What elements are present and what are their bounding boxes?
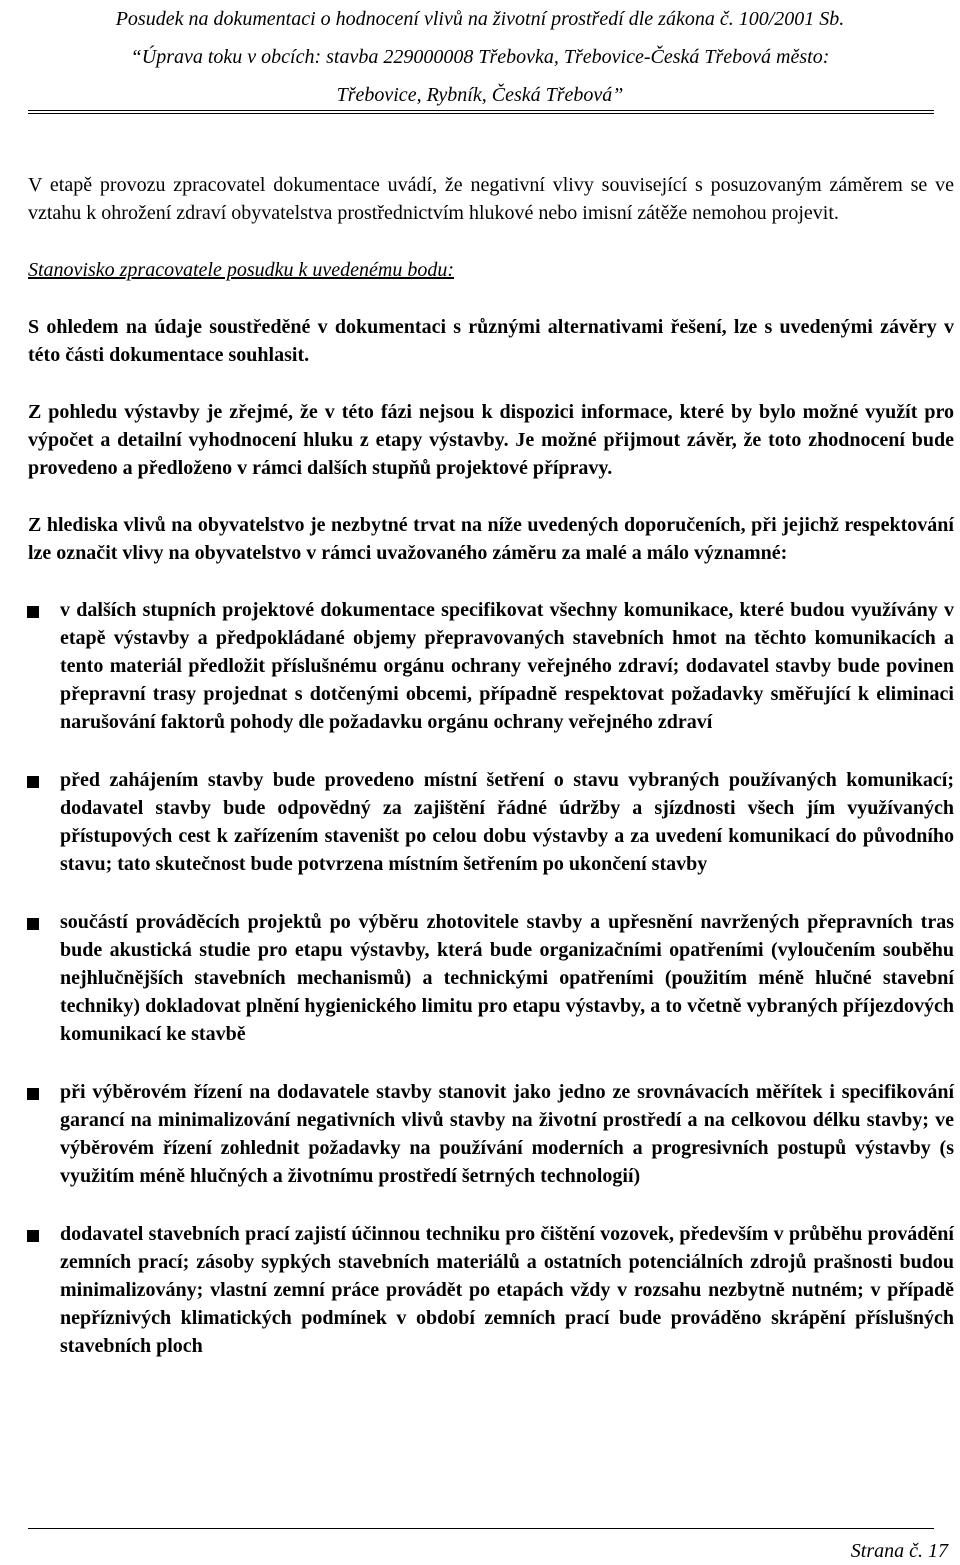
section-heading: Stanovisko zpracovatele posudku k uvedenému bodu: <box>28 259 454 281</box>
list-item-text: při výběrovém řízení na dodavatele stavby stanovit jako jedno ze srovnávacích měřítek i specifikování garancí na minimalizování negativních vlivů stavby na životní prostředí a na celkovou délku stavby; ve výběrovém řízení zohlednit požadavky na používání moderních a progresivních postupů výstavby (s využitím méně hlučných a životnímu prostředí šetrných technologií) <box>60 1081 954 1187</box>
page-number: Strana č. 17 <box>850 1540 948 1562</box>
list-item <box>28 1220 954 1360</box>
header-title-line-1: Posudek na dokumentaci o hodnocení vlivů na životní prostředí dle zákona č. 100/2001 Sb. <box>115 8 845 30</box>
list-item-text: dodavatel stavebních prací zajistí účinnou techniku pro čištění vozovek, především v průběhu provádění zemních prací; zásoby sypkých stavebních materiálů a ostatních potenciálních zdrojů prašnosti budou minimalizovány; vlastní zemní práce provádět po etapách vždy v rozsahu nezbytně nutném; v případě nepříznivých klimatických podmínek v období zemních prací bude prováděno skrápění příslušných stavebních ploch <box>60 1223 954 1357</box>
square-bullet-icon <box>27 918 39 930</box>
square-bullet-icon <box>27 606 39 618</box>
paragraph-construction: Z pohledu výstavby je zřejmé, že v této fázi nejsou k dispozici informace, které by bylo možné využít pro výpočet a detailní vyhodnocení hluku z etapy výstavby. Je možné přijmout závěr, že toto zhodnocení bude provedeno a předloženo v rámci dalších stupňů projektové přípravy. <box>28 401 954 479</box>
paragraph-agreement: S ohledem na údaje soustředěné v dokumentaci s různými alternativami řešení, lze s uvedenými závěry v této části dokumentace souhlasit. <box>28 316 954 366</box>
footer-divider <box>28 1528 934 1529</box>
page-header <box>0 0 960 114</box>
paragraph-recommendations: Z hlediska vlivů na obyvatelstvo je nezbytné trvat na níže uvedených doporučeních, při jejichž respektování lze označit vlivy na obyvatelstvo v rámci uvažovaného záměru za malé a málo významné: <box>28 514 954 564</box>
list-item-text: v dalších stupních projektové dokumentace specifikovat všechny komunikace, které budou využívány v etapě výstavby a předpokládané objemy přepravovaných stavebních hmot na těchto komunikacích a tento materiál předložit příslušnému orgánu ochrany veřejného zdraví; dodavatel stavby bude povinen přepravní trasy projednat s dotčenými obcemi, případně respektovat požadavky směřující k eliminaci narušování faktorů pohody dle požadavku orgánu ochrany veřejného zdraví <box>60 599 954 733</box>
square-bullet-icon <box>27 776 39 788</box>
list-item <box>28 1078 954 1190</box>
recommendation-list <box>28 596 954 1360</box>
header-title-line-3: Třebovice, Rybník, Česká Třebová” <box>336 84 624 106</box>
document-body <box>28 171 954 1360</box>
list-item-text: součástí prováděcích projektů po výběru zhotovitele stavby a upřesnění navržených přepravních tras bude akustická studie pro etapu výstavby, která bude organizačními opatřeními (vyloučením souběhu nejhlučnějších stavebních mechanismů) a technickými opatřeními (použitím méně hlučné stavební techniky) dokladovat plnění hygienického limitu pro etapu výstavby, a to včetně vybraných příjezdových komunikací ke stavbě <box>60 911 954 1045</box>
header-divider <box>28 110 934 114</box>
square-bullet-icon <box>27 1088 39 1100</box>
list-item <box>28 596 954 736</box>
list-item-text: před zahájením stavby bude provedeno místní šetření o stavu vybraných používaných komunikací; dodavatel stavby bude odpovědný za zajištění řádné údržby a sjízdnosti všech jím využívaných přístupových cest k zařízením staveništ po celou dobu výstavby a za uvedení komunikací do původního stavu; tato skutečnost bude potvrzena místním šetřením po ukončení stavby <box>60 769 954 875</box>
list-item <box>28 908 954 1048</box>
square-bullet-icon <box>27 1230 39 1242</box>
intro-paragraph: V etapě provozu zpracovatel dokumentace uvádí, že negativní vlivy související s posuzovaným záměrem se ve vztahu k ohrožení zdraví obyvatelstva prostřednictvím hlukové nebo imisní zátěže nemohou projevit. <box>28 174 954 224</box>
list-item <box>28 766 954 878</box>
header-title-line-2: “Úprava toku v obcích: stavba 229000008 Třebovka, Třebovice-Česká Třebová město: <box>130 46 830 68</box>
